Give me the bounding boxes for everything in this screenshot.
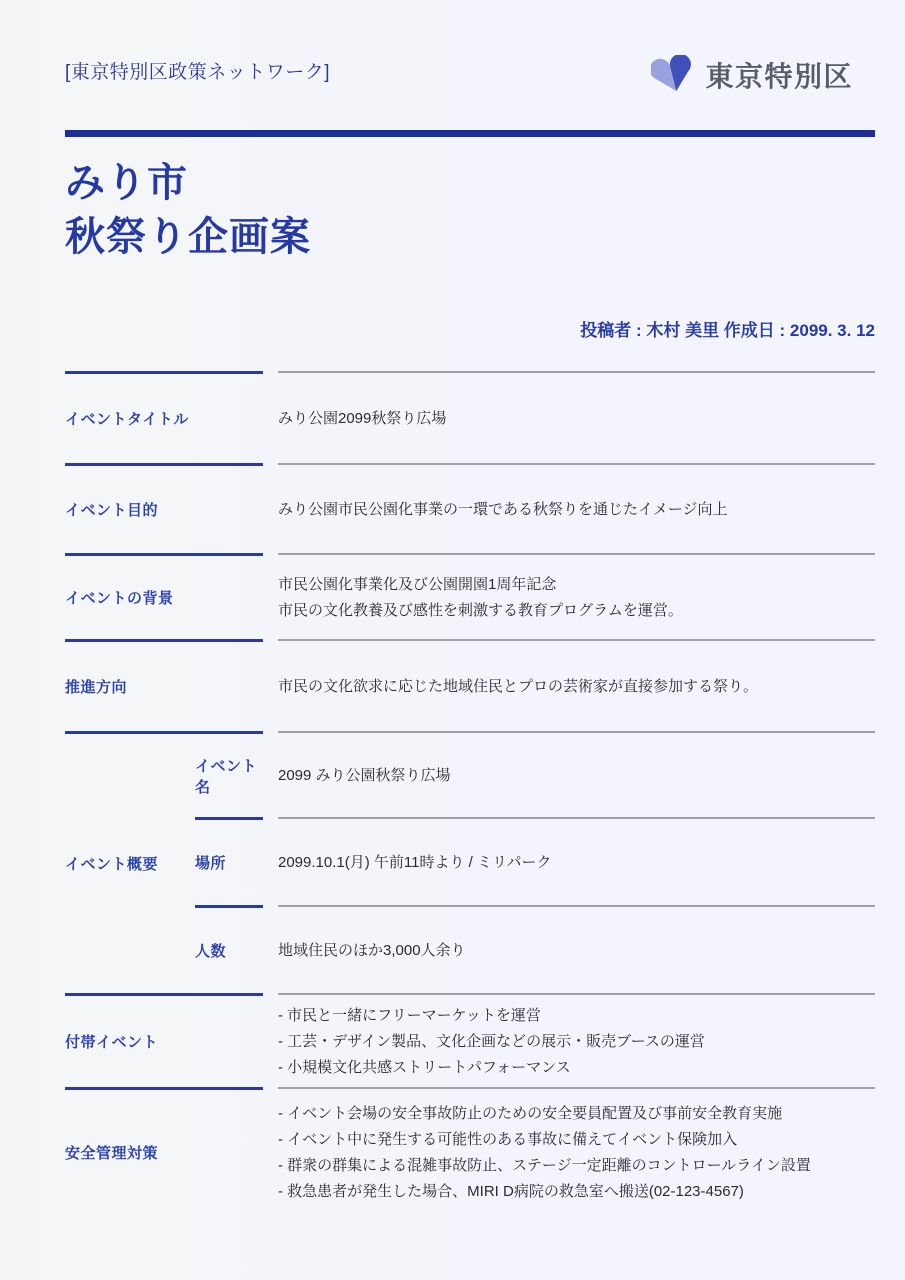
brand-logo	[651, 55, 853, 95]
subrow-value: 2099.10.1(月) 午前11時より / ミリパーク	[278, 853, 552, 871]
table-row-event-title	[65, 374, 875, 463]
subrow-attendance	[195, 908, 875, 993]
spec-table	[65, 371, 875, 1215]
row-label: 安全管理対策	[65, 1145, 159, 1163]
group-body	[195, 734, 875, 993]
row-label: イベントの背景	[65, 590, 174, 608]
value-line: 市民公園化事業化及び公園開園1周年記念	[278, 575, 557, 593]
table-row-event-purpose	[65, 466, 875, 553]
value-line: - 工芸・デザイン製品、文化企画などの展示・販売ブースの運営	[278, 1032, 705, 1050]
row-label: イベント目的	[65, 502, 159, 520]
row-label: 付帯イベント	[65, 1034, 159, 1052]
row-value: みり公園2099秋祭り広場	[278, 409, 447, 427]
value-line: 市民の文化教養及び感性を刺激する教育プログラムを運営。	[278, 601, 683, 619]
subrow-label: 人数	[195, 943, 227, 961]
value-line: - 小規模文化共感ストリートパフォーマンス	[278, 1058, 571, 1076]
subrow-value: 2099 みり公園秋祭り広場	[278, 766, 451, 784]
page-title	[65, 157, 875, 264]
value-line: - 市民と一緒にフリーマーケットを運営	[278, 1006, 541, 1024]
subrow-event-name	[195, 734, 875, 817]
row-value	[278, 1101, 875, 1205]
value-line: - 群衆の群集による混雑事故防止、ステージ一定距離のコントロールライン設置	[278, 1156, 811, 1174]
subrow-value: 地域住民のほか3,000人余り	[278, 941, 466, 959]
row-label: イベントタイトル	[65, 411, 189, 429]
subrow-place	[195, 820, 875, 905]
table-row-side-events	[65, 996, 875, 1087]
table-row-safety-management	[65, 1090, 875, 1215]
row-value: 市民の文化欲求に応じた地域住民とプロの芸術家が直接参加する祭り。	[278, 677, 759, 695]
page-title-line2: 秋祭り企画案	[65, 214, 311, 259]
page-title-line1: みり市	[65, 161, 188, 205]
heart-icon	[651, 55, 695, 95]
value-line: - イベント会場の安全事故防止のための安全要員配置及び事前安全教育実施	[278, 1104, 783, 1122]
table-row-group-event-overview	[65, 734, 875, 993]
row-value	[278, 572, 875, 624]
table-row-promotion-direction	[65, 642, 875, 731]
brand-name: 東京特別区	[705, 61, 853, 92]
row-value	[278, 1003, 875, 1081]
subrow-label: 場所	[195, 855, 227, 873]
title-rule	[65, 130, 875, 137]
header	[65, 55, 875, 99]
row-label: 推進方向	[65, 679, 128, 697]
table-row-event-background	[65, 556, 875, 639]
subrow-label: イベント名	[195, 757, 258, 796]
row-value: みり公園市民公園化事業の一環である秋祭りを通じたイメージ向上	[278, 500, 728, 518]
group-label: イベント概要	[65, 856, 159, 874]
value-line: - 救急患者が発生した場合、MIRI D病院の救急室へ搬送(02-123-4567)	[278, 1182, 744, 1200]
network-label: [東京特別区政策ネットワーク]	[65, 62, 331, 83]
byline: 投稿者 : 木村 美里 作成日 : 2099. 3. 12	[580, 321, 875, 341]
value-line: - イベント中に発生する可能性のある事故に備えてイベント保険加入	[278, 1130, 738, 1148]
